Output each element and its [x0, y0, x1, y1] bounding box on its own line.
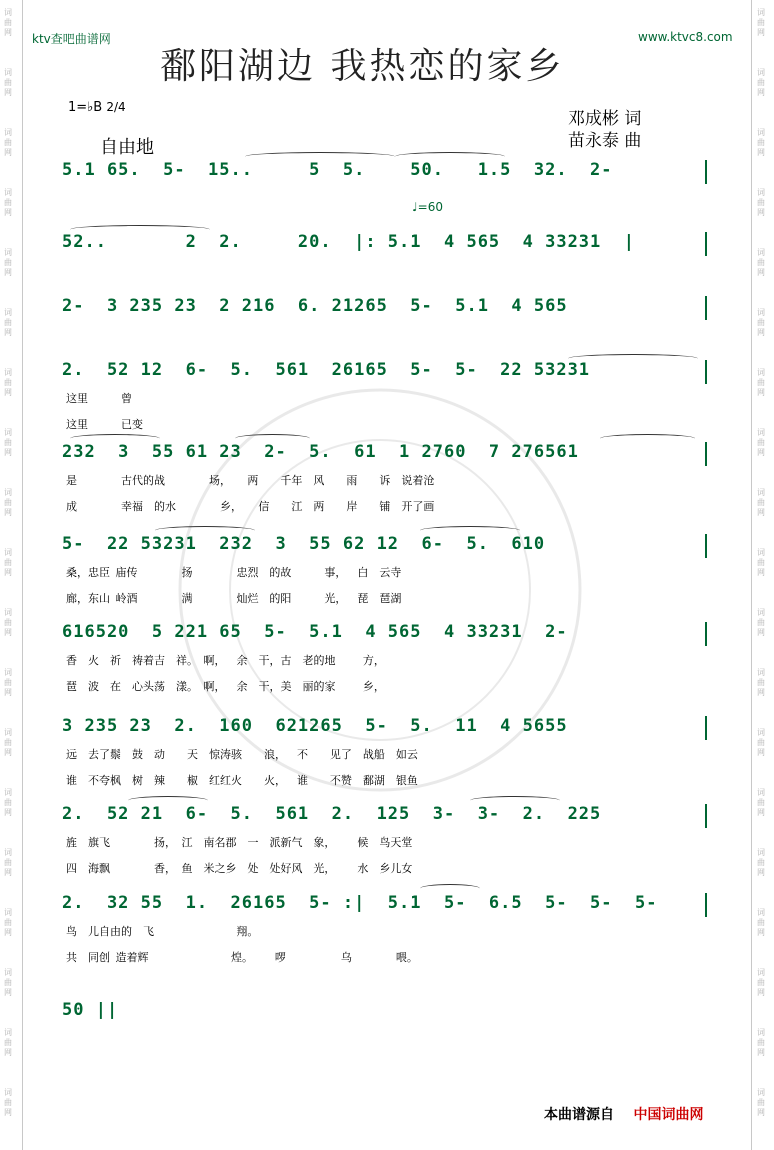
bar-line: [705, 360, 707, 384]
margin-watermark-text: 词曲网: [757, 68, 765, 97]
credits: [568, 108, 641, 152]
note-sequence: 2. 52 12 6- 5. 561 26165 5- 5- 22 53231: [62, 360, 591, 380]
slur-tie: [70, 434, 160, 443]
note-sequence: 50 ||: [62, 1000, 119, 1020]
note-sequence: 2. 52 21 6- 5. 561 2. 125 3- 3- 2. 225: [62, 804, 602, 824]
lyric-line-verse-1: 香 火 祈 祷着吉 祥。 啊， 余 干，古 老的地 方，: [66, 654, 385, 667]
margin-watermark-text: 词曲网: [757, 728, 765, 757]
site-label-right: www.ktvc8.com: [638, 30, 733, 44]
margin-watermark-text: 词曲网: [757, 488, 765, 517]
margin-watermark-text: 词曲网: [757, 968, 765, 997]
margin-watermark-text: 词曲网: [757, 248, 765, 277]
footer-source-label: 本曲谱源自: [544, 1107, 614, 1123]
margin-watermark-text: 词曲网: [4, 188, 12, 217]
margin-watermark-text: 词曲网: [4, 668, 12, 697]
composer: 苗永泰 曲: [568, 131, 642, 151]
margin-watermark-text: 词曲网: [757, 548, 765, 577]
site-label-left: ktv查吧曲谱网: [32, 32, 111, 46]
margin-watermark-text: 词曲网: [4, 68, 12, 97]
margin-watermark-text: 词曲网: [757, 8, 765, 37]
slur-tie: [235, 434, 310, 443]
note-sequence: 52.. 2 2. 20. |: 5.1 4 565 4 33231 |: [62, 232, 635, 252]
note-sequence: 2- 3 235 23 2 216 6. 21265 5- 5.1 4 565: [62, 296, 568, 316]
lyric-line-verse-1: 这里 曾: [66, 392, 132, 405]
bar-line: [705, 296, 707, 320]
margin-watermark-text: 词曲网: [757, 1088, 765, 1117]
song-title: 鄱阳湖边 我热恋的家乡: [160, 46, 565, 87]
lyric-line-verse-2: 成 幸福 的水 乡， 信 江 两 岸 铺 开了画: [66, 500, 435, 513]
margin-watermark-text: 词曲网: [4, 488, 12, 517]
margin-watermark-text: 词曲网: [4, 1028, 12, 1057]
slur-tie: [420, 884, 480, 893]
footer-source: [544, 1104, 704, 1124]
note-sequence: 5.1 65. 5- 15.. 5 5. 50. 1.5 32. 2-: [62, 160, 613, 180]
margin-watermark-text: 词曲网: [757, 848, 765, 877]
staff-line: [62, 1000, 712, 1026]
bar-line: [705, 804, 707, 828]
lyric-line-verse-2: 谁 不夸枫 树 辣 椒 红红火 火， 谁 不赞 鄱湖 银鱼: [66, 774, 418, 787]
slur-tie: [245, 152, 395, 161]
bar-line: [705, 232, 707, 256]
slur-tie: [128, 796, 208, 805]
margin-watermark-text: 词曲网: [4, 788, 12, 817]
bar-line: [705, 893, 707, 917]
note-sequence: 2. 32 55 1. 26165 5- :| 5.1 5- 6.5 5- 5- 5-: [62, 893, 658, 913]
margin-watermark-text: 词曲网: [4, 608, 12, 637]
lyric-line-verse-2: 这里 已变: [66, 418, 143, 431]
margin-watermark-text: 词曲网: [757, 908, 765, 937]
margin-watermark-text: 词曲网: [757, 608, 765, 637]
note-sequence: 3 235 23 2. 160 621265 5- 5. 11 4 5655: [62, 716, 568, 736]
staff-line: [62, 296, 712, 322]
slur-tie: [395, 152, 505, 161]
time-signature: 2/4: [106, 100, 126, 114]
margin-watermark-text: 词曲网: [757, 128, 765, 157]
lyric-line-verse-2: 琶 波 在 心头荡 漾。 啊， 余 干，美 丽的家 乡，: [66, 680, 385, 693]
slur-tie: [70, 225, 210, 234]
footer-source-name: 中国词曲网: [633, 1107, 704, 1123]
bar-line: [705, 622, 707, 646]
lyric-line-verse-1: 旌 旗飞 扬， 江 南名郡 一 派新气 象， 候 鸟天堂: [66, 836, 413, 849]
slur-tie: [600, 434, 695, 443]
staff-line: [62, 360, 712, 386]
margin-watermark-text: 词曲网: [4, 1088, 12, 1117]
bar-line: [705, 442, 707, 466]
note-sequence: 616520 5 221 65 5- 5.1 4 565 4 33231 2-: [62, 622, 568, 642]
margin-watermark-text: 词曲网: [4, 548, 12, 577]
lyricist: 邓成彬 词: [568, 109, 642, 129]
staff-line: [62, 716, 712, 742]
margin-watermark-text: 词曲网: [757, 788, 765, 817]
tempo-marking: 自由地: [100, 137, 154, 158]
lyric-line-verse-1: 鸟 儿自由的 飞 翔。: [66, 925, 259, 938]
margin-watermark-text: 词曲网: [757, 1028, 765, 1057]
margin-watermark-text: 词曲网: [4, 308, 12, 337]
margin-watermark-text: 词曲网: [757, 188, 765, 217]
margin-watermark-text: 词曲网: [757, 428, 765, 457]
bar-line: [705, 716, 707, 740]
staff-line: [62, 534, 712, 560]
staff-line: [62, 893, 712, 919]
note-sequence: 5- 22 53231 232 3 55 62 12 6- 5. 610: [62, 534, 546, 554]
margin-watermark-text: 词曲网: [4, 368, 12, 397]
bar-line: [705, 534, 707, 558]
slur-tie: [470, 796, 560, 805]
key-label: 1=♭B: [68, 100, 103, 115]
bar-line: [705, 160, 707, 184]
staff-line: [62, 804, 712, 830]
margin-watermark-text: 词曲网: [4, 848, 12, 877]
staff-line: [62, 160, 712, 186]
margin-watermark-text: 词曲网: [4, 908, 12, 937]
lyric-line-verse-2: 共 同创 造着辉 煌。 啰 乌 喂。: [66, 951, 418, 964]
staff-line: [62, 622, 712, 648]
lyric-line-verse-2: 廊，东山 岭酒 满 灿烂 的阳 光， 琵 琶湖: [66, 592, 402, 605]
lyric-line-verse-1: 远 去了鬃 鼓 动 天 惊涛骇 浪， 不 见了 战船 如云: [66, 748, 418, 761]
slur-tie: [420, 526, 520, 535]
margin-watermark-text: 词曲网: [4, 248, 12, 277]
margin-watermark-text: 词曲网: [757, 668, 765, 697]
margin-watermark-text: 词曲网: [4, 428, 12, 457]
lyric-line-verse-2: 四 海飘 香， 鱼 米之乡 处 处好风 光， 水 乡儿女: [66, 862, 413, 875]
margin-watermark-text: 词曲网: [4, 128, 12, 157]
margin-watermark-text: 词曲网: [757, 368, 765, 397]
staff-line: [62, 442, 712, 468]
note-sequence: 232 3 55 61 23 2- 5. 61 1 2760 7 276561: [62, 442, 579, 462]
lyric-line-verse-1: 是 古代的战 场， 两 千年 风 雨 诉 说着沧: [66, 474, 435, 487]
margin-watermark-text: 词曲网: [4, 728, 12, 757]
lyric-line-verse-1: 桑，忠臣 庙传 扬 忠烈 的故 事， 白 云寺: [66, 566, 402, 579]
metronome-marking: ♩=60: [412, 200, 443, 214]
slur-tie: [568, 354, 698, 363]
margin-watermark-text: 词曲网: [757, 308, 765, 337]
staff-line: [62, 232, 712, 258]
key-signature: [68, 100, 126, 115]
slur-tie: [155, 526, 255, 535]
margin-watermark-text: 词曲网: [4, 968, 12, 997]
margin-watermark-text: 词曲网: [4, 8, 12, 37]
